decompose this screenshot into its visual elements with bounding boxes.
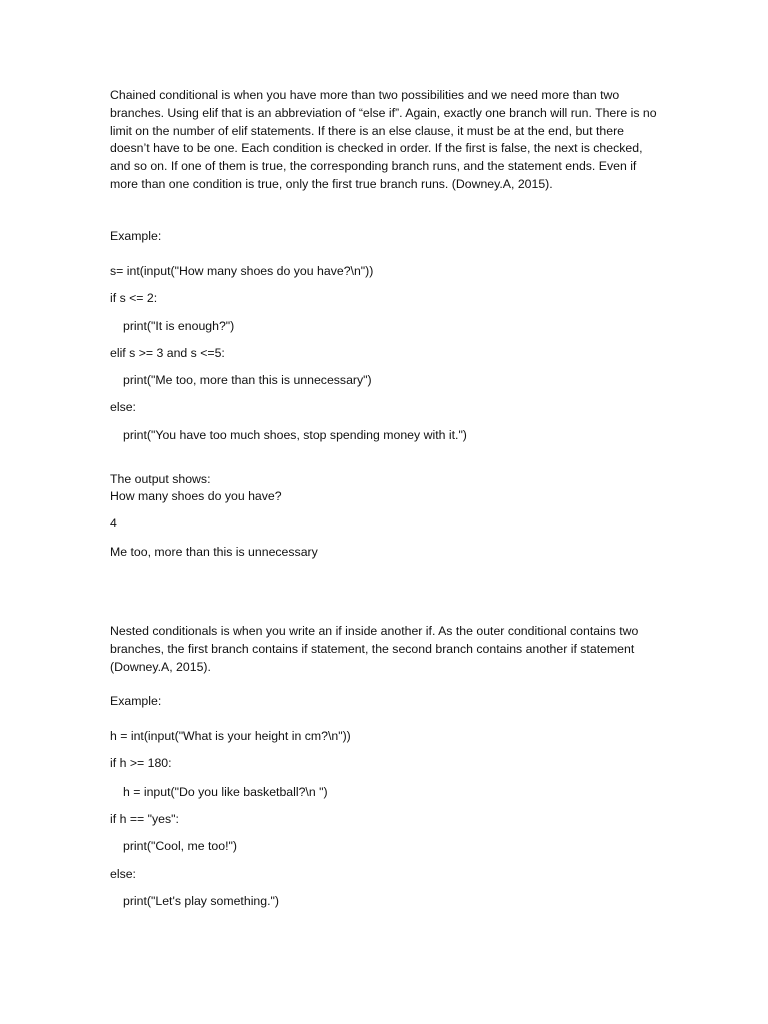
code-line: if h == "yes": (110, 812, 179, 826)
code-line: print("Me too, more than this is unnecessary") (123, 373, 372, 387)
code-line: print("Let's play something.") (123, 894, 279, 908)
code-line: if h >= 180: (110, 756, 172, 770)
code-line: else: (110, 867, 136, 881)
output-label: The output shows: (110, 472, 211, 486)
code-line: print("It is enough?") (123, 319, 235, 333)
chained-conditional-paragraph: Chained conditional is when you have more than two possibilities and we need more than two branches. Using elif that is an abbreviation of “else if”. Again, exactly one branch will run. There is no limit on the number of elif statements. If there is an else clause, it must be at the end, but there doesn’t have to be one. Each condition is checked in order. If the first is false, the next is checked, and so on. If one of them is true, the corresponding branch runs, and the statement ends. Even if more than one condition is true, only the first true branch runs. (Downey.A, 2015). (110, 88, 657, 191)
nested-conditional-paragraph: Nested conditionals is when you write an if inside another if. As the outer conditional contains two branches, the first branch contains if statement, the second branch contains another if statement (Downey.A, 2015). (110, 624, 639, 674)
code-line: print("Cool, me too!") (123, 839, 237, 853)
example-label-1: Example: (110, 229, 162, 243)
output-prompt: How many shoes do you have? (110, 489, 282, 503)
code-line: elif s >= 3 and s <=5: (110, 346, 225, 360)
example-label-2: Example: (110, 694, 162, 708)
code-line: h = input("Do you like basketball?\n ") (123, 785, 328, 799)
code-line: s= int(input("How many shoes do you have?\n")) (110, 264, 374, 278)
code-line: else: (110, 400, 136, 414)
output-input: 4 (110, 516, 117, 530)
code-line: h = int(input("What is your height in cm?\n")) (110, 729, 351, 743)
output-result: Me too, more than this is unnecessary (110, 545, 318, 559)
code-line: if s <= 2: (110, 291, 158, 305)
code-line: print("You have too much shoes, stop spending money with it.") (123, 428, 467, 442)
